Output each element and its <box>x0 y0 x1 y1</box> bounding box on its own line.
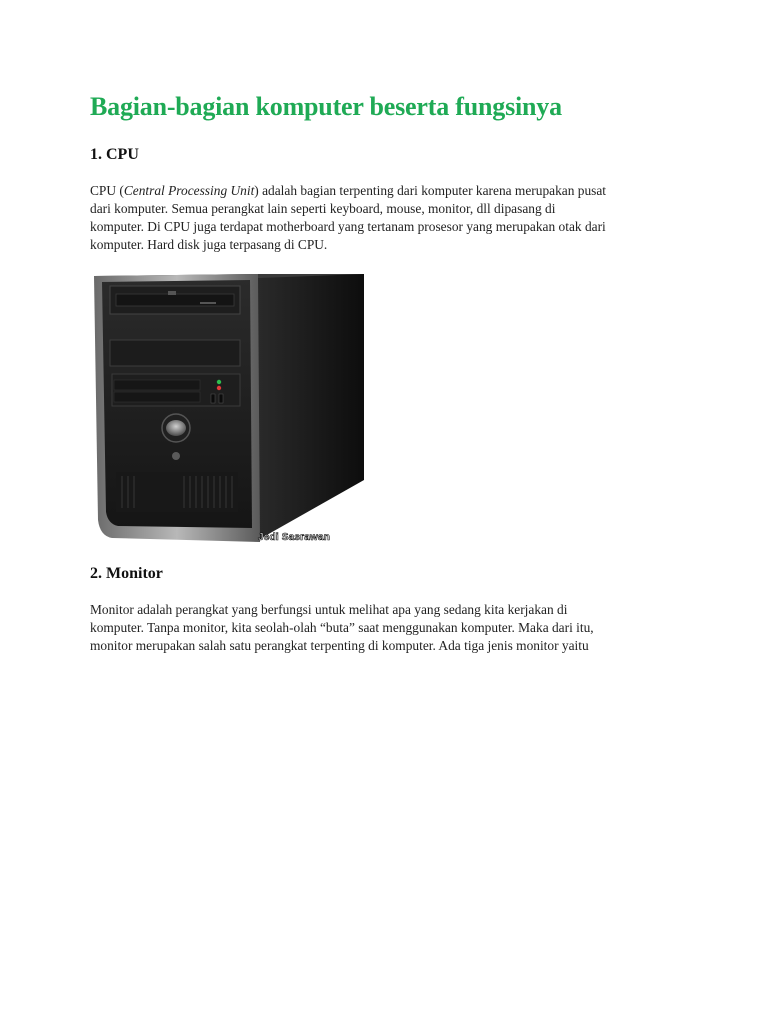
cpu-line-1-prefix: CPU ( <box>90 183 124 198</box>
monitor-paragraph-line-3: monitor merupakan salah satu perangkat terpenting di komputer. Ada tiga jenis monitor yaitu <box>90 638 589 653</box>
monitor-paragraph-line-1: Monitor adalah perangkat yang berfungsi untuk melihat apa yang sedang kita kerjakan di <box>90 602 568 617</box>
monitor-paragraph-line-2: komputer. Tanpa monitor, kita seolah-olah “buta” saat menggunakan komputer. Maka dari itu, <box>90 620 594 635</box>
cpu-paragraph-line-2: dari komputer. Semua perangkat lain seperti keyboard, mouse, monitor, dll dipasang di <box>90 201 556 216</box>
cpu-image <box>90 270 370 548</box>
section-heading-cpu: 1. CPU <box>90 146 139 163</box>
cpu-paragraph <box>90 182 690 254</box>
document-title: Bagian-bagian komputer beserta fungsinya <box>90 92 562 121</box>
monitor-paragraph <box>90 601 690 655</box>
desktop-tower-icon <box>90 270 370 548</box>
image-watermark: Jedi Sasrawan <box>258 532 331 543</box>
section-heading-monitor: 2. Monitor <box>90 565 163 582</box>
cpu-full-name: Central Processing Unit <box>123 183 255 198</box>
cpu-line-1-suffix: ) adalah bagian terpenting dari komputer karena merupakan pusat <box>254 183 607 198</box>
cpu-paragraph-line-3: komputer. Di CPU juga terdapat motherboard yang tertanam prosesor yang merupakan otak dari <box>90 219 606 234</box>
cpu-paragraph-line-4: komputer. Hard disk juga terpasang di CPU. <box>90 237 328 252</box>
cpu-paragraph-line-1 <box>90 182 690 200</box>
